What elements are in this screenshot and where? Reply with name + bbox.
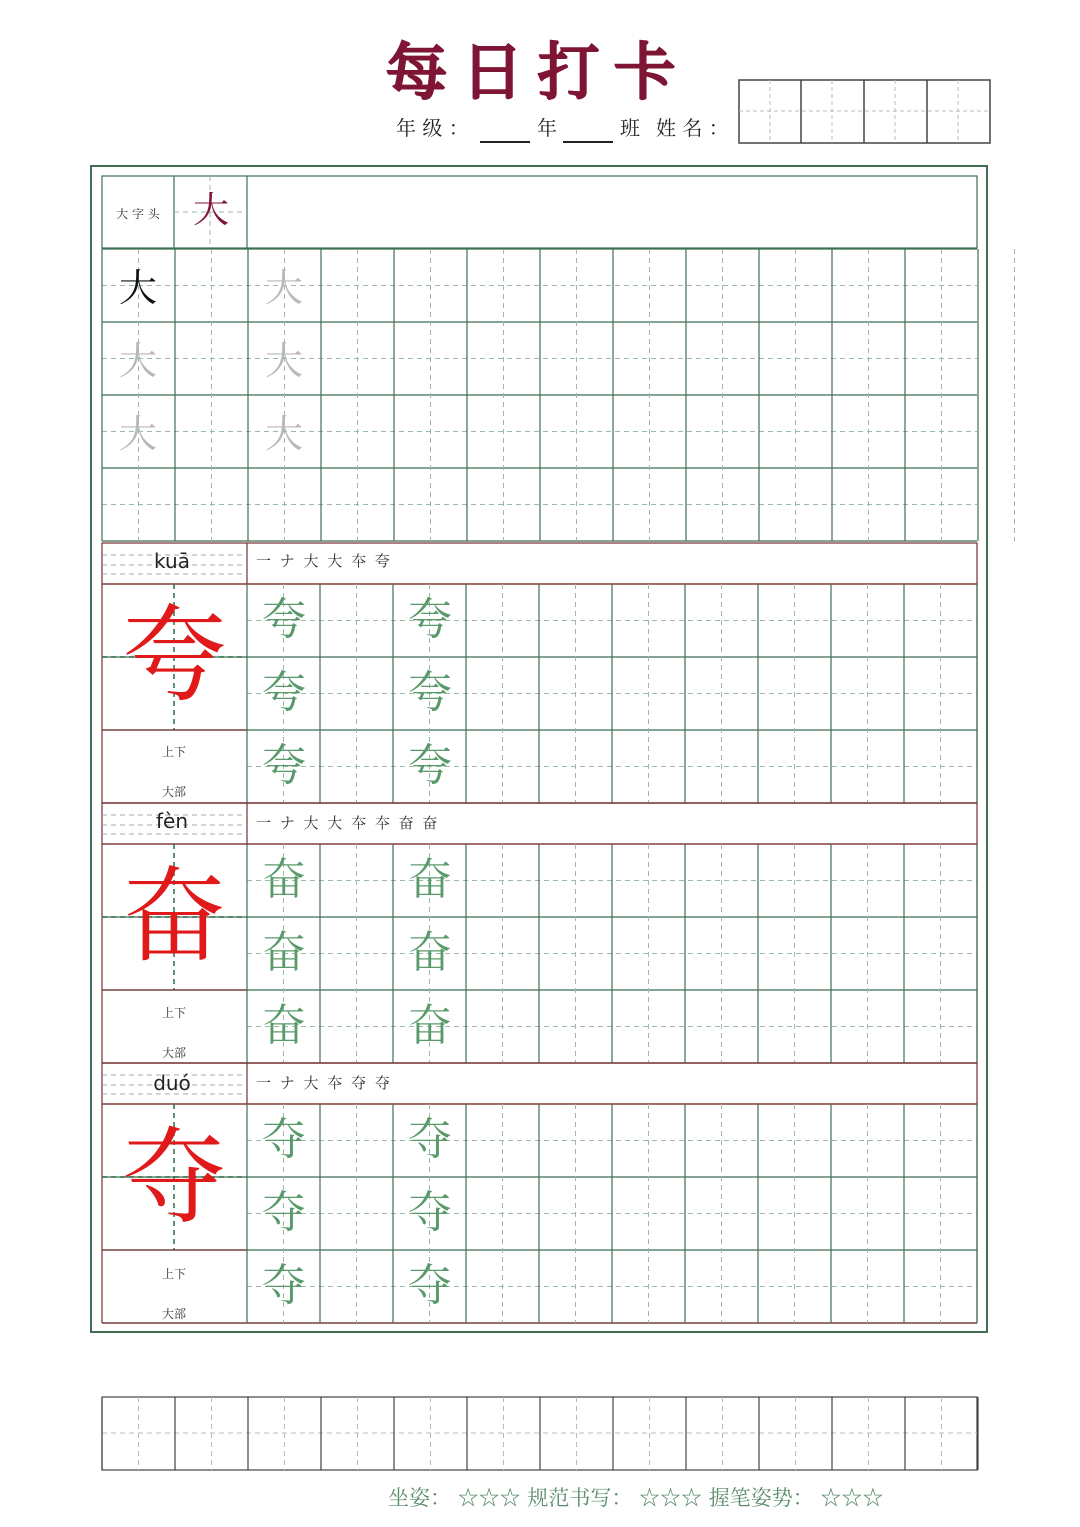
ratings: 坐姿： ☆☆☆ 规范书写： ☆☆☆ 握笔姿势： ☆☆☆ (388, 1486, 884, 1510)
trace-char: 大 (264, 412, 303, 456)
year-label: 年 (537, 116, 557, 140)
model-char: 奋 (122, 855, 227, 977)
trace-char: 夺 (408, 1260, 452, 1311)
trace-char: 奋 (262, 927, 306, 978)
trace-char: 奋 (408, 854, 452, 905)
trace-char: 大 (118, 412, 157, 456)
trace-char: 夸 (262, 667, 306, 718)
trace-char: 奋 (262, 854, 306, 905)
structure-label: 上下 (161, 1267, 186, 1281)
stroke-order: 一 ナ 大 大 夲 夲 奋 奋 (256, 814, 440, 832)
trace-char: 夺 (262, 1260, 306, 1311)
model-char: 夺 (122, 1116, 227, 1238)
radical-label: 大 字 头 (116, 207, 160, 221)
trace-char: 夸 (408, 594, 452, 645)
stroke-order: 一 ナ 大 夲 夺 夺 (256, 1074, 392, 1092)
radical-name: 大部 (161, 785, 186, 799)
structure-label: 上下 (161, 1006, 186, 1020)
trace-char: 夸 (408, 667, 452, 718)
trace-char: 大 (264, 339, 303, 383)
radical-name: 大部 (161, 1046, 186, 1060)
structure-label: 上下 (161, 745, 186, 759)
model-char: 夸 (122, 594, 227, 716)
stroke-order: 一 ナ 大 大 夲 夸 (256, 552, 392, 570)
sample-char: 大 (118, 266, 157, 310)
class-label: 班 (620, 116, 640, 140)
pinyin: fèn (155, 809, 189, 833)
name-label: 姓 名 ： (656, 116, 729, 140)
grade-label: 年 级 ： (396, 116, 469, 140)
trace-char: 夺 (408, 1187, 452, 1238)
trace-char: 夸 (408, 740, 452, 791)
trace-char: 大 (264, 266, 303, 310)
trace-char: 大 (118, 339, 157, 383)
radical-char: 大 (192, 190, 229, 231)
pinyin: kuā (154, 549, 190, 573)
trace-char: 奋 (262, 1000, 306, 1051)
trace-char: 夺 (262, 1114, 306, 1165)
pinyin: duó (153, 1071, 191, 1095)
radical-name: 大部 (161, 1307, 186, 1321)
page-title: 每日打卡 (385, 35, 690, 108)
trace-char: 奋 (408, 1000, 452, 1051)
trace-char: 夺 (262, 1187, 306, 1238)
trace-char: 奋 (408, 927, 452, 978)
trace-char: 夺 (408, 1114, 452, 1165)
trace-char: 夸 (262, 594, 306, 645)
trace-char: 夸 (262, 740, 306, 791)
